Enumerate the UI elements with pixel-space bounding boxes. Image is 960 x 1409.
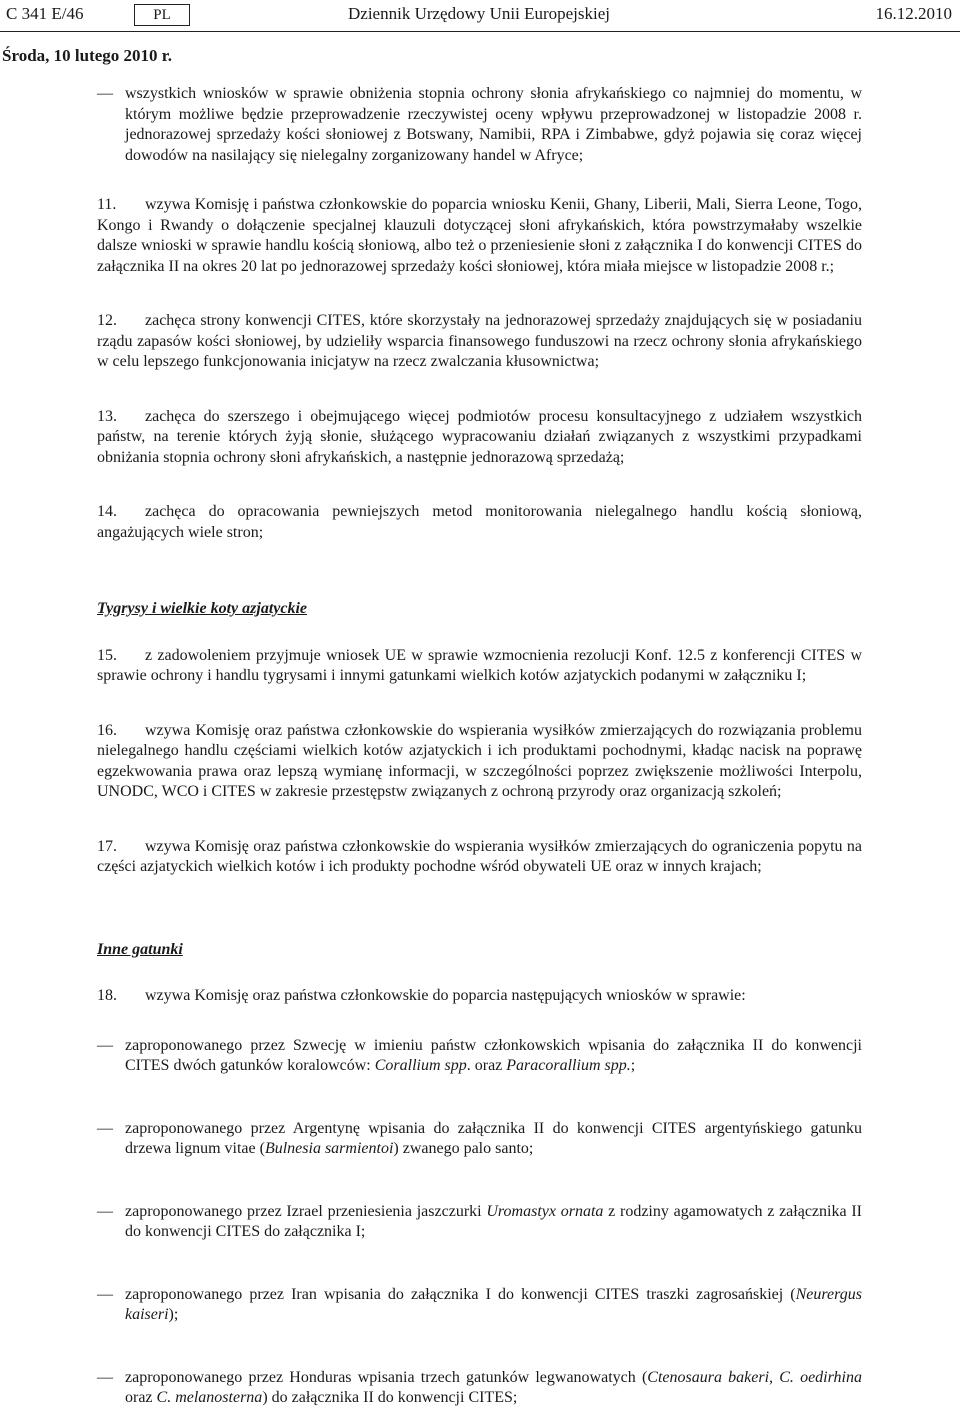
species-name: Uromastyx ornata [486,1202,604,1220]
paragraph-text: wzywa Komisję oraz państwa członkowskie do wspierania wysiłków zmierzających do ograniczenia popytu na części azjatyckich wielkich kotów i ich produkty pochodne wśród obywateli UE oraz w innych krajach; [97,837,862,875]
item-text: zaproponowanego przez Argentynę wpisania do załącznika II do konwencji CITES argentyńskiego gatunku drzewa lignum vitae ( [125,1119,862,1157]
paragraph-number: 17. [97,837,117,855]
species-name: Ctenosaura bakeri, C. oedirhina [647,1368,863,1386]
item-text: zaproponowanego przez Szwecję w imieniu państw członkowskich wpisania do załącznika II do konwencji CITES dwóch gatunków koralowców: [125,1036,862,1074]
proposal-item-honduras [97,1368,862,1409]
item-text: zaproponowanego przez Honduras wpisania trzech gatunków legwanowatych ( [125,1368,648,1386]
paragraph-number: 11. [97,196,117,213]
item-text: . oraz [466,1057,507,1074]
paragraph-number: 18. [97,987,117,1004]
paragraph-15 [97,646,862,687]
dash-marker: — [97,85,113,102]
item-text: zaproponowanego przez Iran wpisania do załącznika I do konwencji CITES traszki zagrosańskiej ( [125,1285,796,1303]
paragraph-number: 15. [97,646,117,664]
header-divider [0,31,960,32]
dash-marker: — [97,1119,113,1137]
paragraph-text: wzywa Komisję oraz państwa członkowskie do poparcia następujących wniosków w sprawie: [145,987,746,1004]
item-text: z rodziny agamowatych z załącznika II do konwencji CITES do załącznika I; [125,1202,862,1240]
paragraph-number: 12. [97,312,117,329]
paragraph-16 [97,721,862,803]
paragraph-text: wzywa Komisję i państwa członkowskie do poparcia wniosku Kenii, Ghany, Liberii, Mali, Sierra Leone, Togo, Kongo i Rwandy o dołączenie specjalnej klauzuli dotyczącej słoni afrykańskich, która powstrzymałaby wszelkie dalsze wnioski w sprawie handlu kością słoniową, albo też o przeniesienie słoni z załącznika I do konwencji CITES do załącznika II na okres 20 lat po jednorazowej sprzedaży kości słoniowej, która miała miejsce w listopadzie 2008 r.; [97,196,862,275]
paragraph-text: wzywa Komisję oraz państwa członkowskie do wspierania wysiłków zmierzających do rozwiązania problemu nielegalnego handlu częściami wielkich kotów azjatyckich i ich produktami pochodnymi, kładąc nacisk na poprawę egzekwowania prawa oraz lepszą wymianę informacji, w szczególności poprzez zwiększenie możliwości Interpolu, UNODC, WCO i CITES w zakresie przestępstw związanych z ochroną przyrody oraz organizacją szkoleń; [97,721,862,800]
paragraph-text: z zadowoleniem przyjmuje wniosek UE w sprawie wzmocnienia rezolucji Konf. 12.5 z konferencji CITES w sprawie ochrony i handlu tygrysami i innymi gatunkami wielkich kotów azjatyckich podanymi w załączniku I; [97,646,862,684]
item-text: ; [630,1057,636,1074]
paragraph-number: 14. [97,503,117,520]
section-heading-tigers: Tygrysy i wielkie koty azjatyckie [97,600,308,617]
species-name: Neurergus kaiseri [125,1285,862,1323]
paragraph-14 [97,502,862,543]
species-name: Bulnesia sarmientoi [264,1140,394,1157]
paragraph-number: 13. [97,407,117,425]
intro-dash-item [97,84,862,166]
section-heading-other-species: Inne gatunki [97,940,183,958]
paragraph-17 [97,837,862,878]
paragraph-text: zachęca do opracowania pewniejszych metod monitorowania nielegalnego handlu kością słoniową, angażujących wiele stron; [97,503,862,541]
item-text: ) do załącznika II do konwencji CITES; [262,1389,518,1406]
dash-marker: — [97,1202,113,1220]
paragraph-12 [97,311,862,373]
issue-reference: C 341 E/46 [6,4,84,23]
item-text: oraz [125,1389,157,1406]
item-text: zaproponowanego przez Izrael przeniesienia jaszczurki [125,1202,487,1220]
item-text: ); [168,1306,179,1323]
proposal-item-sweden [97,1036,862,1077]
journal-title: Dziennik Urzędowy Unii Europejskiej [348,4,611,23]
item-text: ) zwanego palo santo; [393,1140,534,1157]
sitting-date: Środa, 10 lutego 2010 r. [2,46,173,65]
paragraph-text: zachęca do szerszego i obejmującego więcej podmiotów procesu konsultacyjnego z udziałem wszystkich państw, na terenie których żyją słonie, służącego wypracowaniu działań związanych z wszystkimi przypadkami obniżania stopnia ochrony słoni afrykańskich, a następnie jednorazową sprzedażą; [97,407,862,466]
species-name: C. melanosterna [156,1389,263,1406]
language-badge: PL [134,4,190,26]
proposal-item-israel [97,1202,862,1243]
paragraph-11 [97,195,862,277]
paragraph-13 [97,407,862,469]
item-text: wszystkich wniosków w sprawie obniżenia stopnia ochrony słonia afrykańskiego co najmniej do momentu, w którym możliwe będzie przeprowadzenie rzeczywistej oceny wpływu przeprowadzonej w listopadzie 2008 r. jednorazowej sprzedaży kości słoniowej z Botswany, Namibii, RPA i Zimbabwe, gdyż pojawia się coraz więcej dowodów na nasilający się nielegalny zorganizowany handel w Afryce; [125,85,862,164]
proposal-item-argentina [97,1119,862,1160]
dash-marker: — [97,1036,113,1054]
paragraph-number: 16. [97,721,117,739]
proposal-item-iran [97,1285,862,1326]
species-name: Corallium spp [374,1057,467,1074]
dash-marker: — [97,1368,113,1386]
species-name: Paracorallium spp. [506,1057,631,1074]
journal-header [0,4,960,26]
publication-date: 16.12.2010 [875,4,952,23]
paragraph-18 [97,986,862,1007]
document-body [97,84,862,1409]
paragraph-text: zachęca strony konwencji CITES, które skorzystały na jednorazowej sprzedaży znajdujących się w posiadaniu rządu zapasów kości słoniowej, by udzieliły wsparcia finansowego funduszowi na rzecz ochrony słonia afrykańskiego w celu lepszego funkcjonowania inicjatyw na rzecz zwalczania kłusownictwa; [97,312,862,370]
dash-marker: — [97,1285,113,1303]
